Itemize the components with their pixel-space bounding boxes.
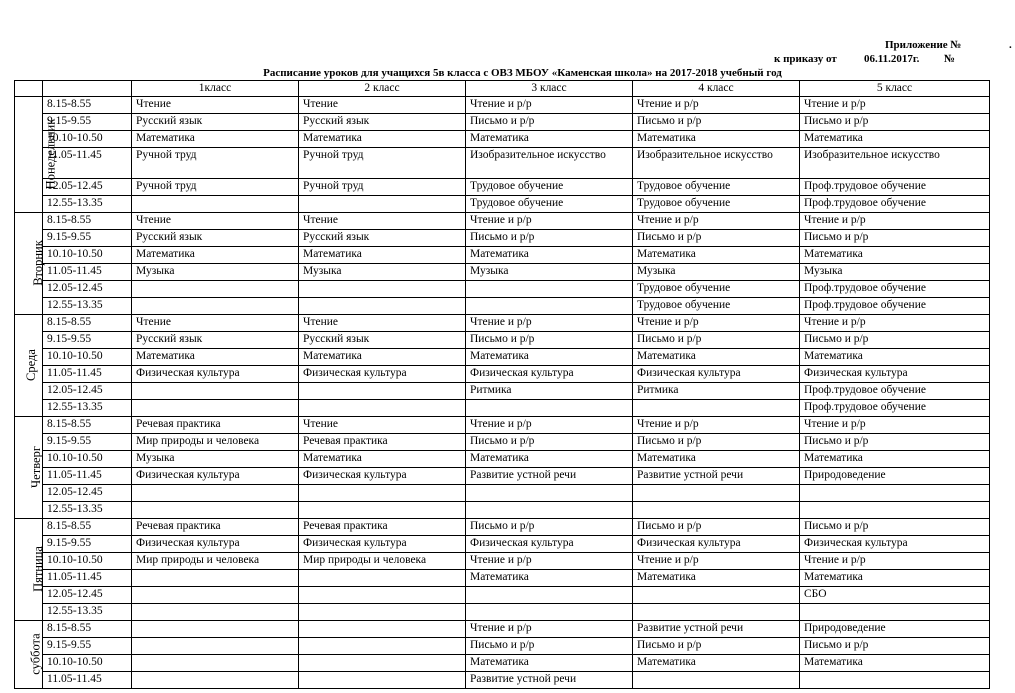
lesson-cell: Речевая практика bbox=[132, 519, 299, 536]
lesson-cell: Русский язык bbox=[132, 230, 299, 247]
order-date: 06.11.2017г. bbox=[864, 53, 920, 65]
time-cell: 11.05-11.45 bbox=[43, 366, 132, 383]
class-column-header: 5 класс bbox=[800, 81, 990, 97]
time-cell: 9.15-9.55 bbox=[43, 114, 132, 131]
lesson-cell: Математика bbox=[299, 247, 466, 264]
lesson-cell bbox=[132, 621, 299, 638]
lesson-cell bbox=[299, 604, 466, 621]
time-cell: 9.15-9.55 bbox=[43, 536, 132, 553]
lesson-cell: Математика bbox=[800, 655, 990, 672]
lesson-cell: Речевая практика bbox=[299, 519, 466, 536]
lesson-cell: Мир природы и человека bbox=[299, 553, 466, 570]
lesson-cell bbox=[466, 400, 633, 417]
time-cell: 11.05-11.45 bbox=[43, 468, 132, 485]
lesson-cell: Письмо и р/р bbox=[800, 230, 990, 247]
day-label: Среда bbox=[23, 349, 38, 381]
lesson-cell: Письмо и р/р bbox=[633, 638, 800, 655]
lesson-cell: Музыка bbox=[466, 264, 633, 281]
lesson-cell: Музыка bbox=[132, 264, 299, 281]
lesson-cell: Чтение и р/р bbox=[633, 315, 800, 332]
class-column-header: 2 класс bbox=[299, 81, 466, 97]
lesson-cell: Письмо и р/р bbox=[466, 332, 633, 349]
lesson-cell: Математика bbox=[633, 247, 800, 264]
lesson-cell: Проф.трудовое обучение bbox=[800, 383, 990, 400]
lesson-cell: Проф.трудовое обучение bbox=[800, 196, 990, 213]
lesson-cell bbox=[800, 502, 990, 519]
lesson-cell bbox=[132, 570, 299, 587]
lesson-cell bbox=[299, 655, 466, 672]
time-cell: 11.05-11.45 bbox=[43, 264, 132, 281]
lesson-cell: Математика bbox=[132, 349, 299, 366]
table-row bbox=[15, 230, 990, 247]
table-row bbox=[15, 553, 990, 570]
lesson-cell: Мир природы и человека bbox=[132, 553, 299, 570]
lesson-cell: Чтение и р/р bbox=[466, 97, 633, 114]
time-cell: 12.05-12.45 bbox=[43, 485, 132, 502]
lesson-cell bbox=[800, 672, 990, 689]
lesson-cell: Математика bbox=[466, 655, 633, 672]
lesson-cell: Письмо и р/р bbox=[633, 434, 800, 451]
lesson-cell bbox=[466, 281, 633, 298]
lesson-cell: Природоведение bbox=[800, 468, 990, 485]
lesson-cell: Чтение bbox=[132, 315, 299, 332]
lesson-cell: СБО bbox=[800, 587, 990, 604]
lesson-cell: Речевая практика bbox=[299, 434, 466, 451]
time-cell: 9.15-9.55 bbox=[43, 332, 132, 349]
lesson-cell: Физическая культура bbox=[299, 468, 466, 485]
day-label: Понедельник bbox=[43, 118, 58, 190]
table-row bbox=[15, 570, 990, 587]
day-cell bbox=[15, 315, 43, 417]
day-cell bbox=[15, 417, 43, 519]
lesson-cell: Ручной труд bbox=[299, 148, 466, 179]
lesson-cell: Изобразительное искусство bbox=[633, 148, 800, 179]
time-cell: 9.15-9.55 bbox=[43, 434, 132, 451]
time-cell: 10.10-10.50 bbox=[43, 655, 132, 672]
appendix-label bbox=[885, 39, 1012, 52]
lesson-cell bbox=[132, 587, 299, 604]
header-row bbox=[15, 81, 990, 97]
lesson-cell: Музыка bbox=[132, 451, 299, 468]
table-row bbox=[15, 451, 990, 468]
table-row bbox=[15, 114, 990, 131]
time-cell: 8.15-8.55 bbox=[43, 621, 132, 638]
time-cell: 12.05-12.45 bbox=[43, 281, 132, 298]
lesson-cell: Письмо и р/р bbox=[466, 638, 633, 655]
lesson-cell: Письмо и р/р bbox=[466, 114, 633, 131]
order-prefix: к приказу от bbox=[774, 53, 837, 65]
lesson-cell: Ручной труд bbox=[299, 179, 466, 196]
lesson-cell: Математика bbox=[299, 451, 466, 468]
lesson-cell: Чтение и р/р bbox=[633, 213, 800, 230]
time-cell: 8.15-8.55 bbox=[43, 417, 132, 434]
lesson-cell bbox=[299, 672, 466, 689]
table-row bbox=[15, 131, 990, 148]
lesson-cell: Физическая культура bbox=[466, 536, 633, 553]
order-number: № bbox=[944, 53, 956, 65]
lesson-cell: Мир природы и человека bbox=[132, 434, 299, 451]
lesson-cell: Чтение bbox=[132, 213, 299, 230]
corner-cell bbox=[15, 81, 43, 97]
lesson-cell: Письмо и р/р bbox=[633, 519, 800, 536]
lesson-cell bbox=[299, 196, 466, 213]
lesson-cell: Ручной труд bbox=[132, 148, 299, 179]
lesson-cell: Математика bbox=[633, 349, 800, 366]
lesson-cell: Чтение и р/р bbox=[800, 553, 990, 570]
table-row bbox=[15, 468, 990, 485]
lesson-cell: Письмо и р/р bbox=[633, 332, 800, 349]
table-row bbox=[15, 604, 990, 621]
table-row bbox=[15, 672, 990, 689]
lesson-cell: Ручной труд bbox=[132, 179, 299, 196]
lesson-cell: Чтение bbox=[299, 213, 466, 230]
table-row bbox=[15, 536, 990, 553]
table-row bbox=[15, 298, 990, 315]
lesson-cell: Математика bbox=[800, 349, 990, 366]
lesson-cell: Русский язык bbox=[299, 114, 466, 131]
time-cell: 9.15-9.55 bbox=[43, 638, 132, 655]
day-label: Вторник bbox=[30, 240, 45, 286]
lesson-cell bbox=[299, 485, 466, 502]
schedule-table bbox=[14, 80, 990, 689]
lesson-cell: Математика bbox=[633, 131, 800, 148]
time-cell: 9.15-9.55 bbox=[43, 230, 132, 247]
lesson-cell bbox=[299, 281, 466, 298]
lesson-cell: Письмо и р/р bbox=[633, 230, 800, 247]
lesson-cell: Чтение bbox=[299, 97, 466, 114]
lesson-cell: Математика bbox=[466, 570, 633, 587]
lesson-cell bbox=[466, 485, 633, 502]
lesson-cell: Чтение и р/р bbox=[800, 97, 990, 114]
lesson-cell bbox=[132, 298, 299, 315]
day-cell bbox=[15, 621, 43, 689]
table-row bbox=[15, 213, 990, 230]
lesson-cell: Ритмика bbox=[633, 383, 800, 400]
time-cell: 11.05-11.45 bbox=[43, 672, 132, 689]
appendix-text: Приложение № bbox=[885, 39, 962, 51]
lesson-cell: Математика bbox=[132, 131, 299, 148]
table-row bbox=[15, 417, 990, 434]
lesson-cell bbox=[132, 655, 299, 672]
lesson-cell: Чтение и р/р bbox=[633, 553, 800, 570]
table-row bbox=[15, 638, 990, 655]
lesson-cell: Музыка bbox=[299, 264, 466, 281]
table-row bbox=[15, 179, 990, 196]
time-cell: 11.05-11.45 bbox=[43, 570, 132, 587]
table-row bbox=[15, 383, 990, 400]
lesson-cell: Трудовое обучение bbox=[466, 196, 633, 213]
table-row bbox=[15, 655, 990, 672]
lesson-cell: Математика bbox=[132, 247, 299, 264]
table-row bbox=[15, 196, 990, 213]
lesson-cell: Чтение и р/р bbox=[466, 315, 633, 332]
table-row bbox=[15, 485, 990, 502]
table-row bbox=[15, 366, 990, 383]
lesson-cell: Письмо и р/р bbox=[466, 230, 633, 247]
lesson-cell bbox=[299, 502, 466, 519]
lesson-cell: Письмо и р/р bbox=[800, 332, 990, 349]
lesson-cell: Чтение и р/р bbox=[466, 621, 633, 638]
lesson-cell: Чтение и р/р bbox=[633, 417, 800, 434]
lesson-cell bbox=[132, 672, 299, 689]
lesson-cell: Чтение и р/р bbox=[800, 315, 990, 332]
lesson-cell: Проф.трудовое обучение bbox=[800, 298, 990, 315]
lesson-cell: Математика bbox=[800, 247, 990, 264]
time-cell: 12.05-12.45 bbox=[43, 383, 132, 400]
document-title: Расписание уроков для учащихся 5в класса с ОВЗ МБОУ «Каменская школа» на 2017-2018 учебный год bbox=[263, 67, 782, 79]
lesson-cell bbox=[800, 604, 990, 621]
lesson-cell: Физическая культура bbox=[633, 536, 800, 553]
lesson-cell: Физическая культура bbox=[800, 366, 990, 383]
lesson-cell: Письмо и р/р bbox=[633, 114, 800, 131]
lesson-cell: Математика bbox=[299, 349, 466, 366]
time-cell: 10.10-10.50 bbox=[43, 451, 132, 468]
day-cell bbox=[15, 97, 58, 213]
lesson-cell: Чтение bbox=[299, 315, 466, 332]
lesson-cell: Ритмика bbox=[466, 383, 633, 400]
lesson-cell: Проф.трудовое обучение bbox=[800, 281, 990, 298]
lesson-cell: Чтение и р/р bbox=[633, 97, 800, 114]
time-cell: 10.10-10.50 bbox=[43, 131, 132, 148]
time-cell: 12.55-13.35 bbox=[43, 502, 132, 519]
table-row bbox=[15, 148, 990, 179]
lesson-cell: Чтение и р/р bbox=[466, 213, 633, 230]
lesson-cell: Проф.трудовое обучение bbox=[800, 179, 990, 196]
lesson-cell bbox=[633, 604, 800, 621]
table-row bbox=[15, 621, 990, 638]
lesson-cell: Физическая культура bbox=[132, 468, 299, 485]
lesson-cell: Музыка bbox=[800, 264, 990, 281]
lesson-cell bbox=[132, 638, 299, 655]
time-cell: 12.55-13.35 bbox=[43, 196, 132, 213]
table-row bbox=[15, 434, 990, 451]
lesson-cell: Речевая практика bbox=[132, 417, 299, 434]
lesson-cell: Письмо и р/р bbox=[800, 638, 990, 655]
lesson-cell: Развитие устной речи bbox=[466, 468, 633, 485]
lesson-cell: Развитие устной речи bbox=[466, 672, 633, 689]
lesson-cell: Развитие устной речи bbox=[633, 468, 800, 485]
lesson-cell: Физическая культура bbox=[299, 536, 466, 553]
lesson-cell: Чтение bbox=[299, 417, 466, 434]
table-row bbox=[15, 502, 990, 519]
lesson-cell: Математика bbox=[633, 570, 800, 587]
table-row bbox=[15, 587, 990, 604]
lesson-cell: Физическая культура bbox=[132, 366, 299, 383]
lesson-cell: Физическая культура bbox=[633, 366, 800, 383]
day-label: Четверг bbox=[28, 446, 43, 488]
lesson-cell bbox=[633, 502, 800, 519]
lesson-cell: Математика bbox=[633, 451, 800, 468]
lesson-cell: Математика bbox=[466, 451, 633, 468]
lesson-cell bbox=[132, 400, 299, 417]
lesson-cell bbox=[132, 196, 299, 213]
lesson-cell: Трудовое обучение bbox=[633, 196, 800, 213]
table-row bbox=[15, 315, 990, 332]
time-cell: 8.15-8.55 bbox=[43, 315, 132, 332]
lesson-cell bbox=[800, 485, 990, 502]
lesson-cell: Русский язык bbox=[132, 332, 299, 349]
lesson-cell bbox=[132, 502, 299, 519]
class-column-header: 3 класс bbox=[466, 81, 633, 97]
lesson-cell: Развитие устной речи bbox=[633, 621, 800, 638]
table-row bbox=[15, 519, 990, 536]
lesson-cell bbox=[633, 485, 800, 502]
time-header-cell bbox=[43, 81, 132, 97]
lesson-cell: Математика bbox=[466, 349, 633, 366]
lesson-cell bbox=[633, 672, 800, 689]
lesson-cell bbox=[299, 570, 466, 587]
lesson-cell: Русский язык bbox=[132, 114, 299, 131]
time-cell: 11.05-11.45 bbox=[43, 148, 132, 179]
day-cell bbox=[15, 519, 43, 621]
table-row bbox=[15, 97, 990, 114]
time-cell: 10.10-10.50 bbox=[43, 349, 132, 366]
time-cell: 8.15-8.55 bbox=[43, 519, 132, 536]
day-label: суббота bbox=[28, 633, 43, 675]
lesson-cell: Изобразительное искусство bbox=[466, 148, 633, 179]
lesson-cell: Проф.трудовое обучение bbox=[800, 400, 990, 417]
lesson-cell: Трудовое обучение bbox=[633, 298, 800, 315]
lesson-cell bbox=[132, 383, 299, 400]
lesson-cell: Изобразительное искусство bbox=[800, 148, 990, 179]
table-row bbox=[15, 281, 990, 298]
lesson-cell: Физическая культура bbox=[299, 366, 466, 383]
lesson-cell bbox=[299, 621, 466, 638]
lesson-cell bbox=[132, 485, 299, 502]
day-label: Пятница bbox=[30, 546, 45, 592]
lesson-cell bbox=[466, 587, 633, 604]
lesson-cell: Математика bbox=[466, 131, 633, 148]
lesson-cell: Трудовое обучение bbox=[633, 281, 800, 298]
lesson-cell bbox=[299, 298, 466, 315]
lesson-cell bbox=[466, 298, 633, 315]
appendix-dot: . bbox=[1009, 39, 1012, 51]
class-column-header: 1класс bbox=[132, 81, 299, 97]
class-column-header: 4 класс bbox=[633, 81, 800, 97]
lesson-cell: Чтение и р/р bbox=[800, 213, 990, 230]
time-cell: 12.05-12.45 bbox=[43, 587, 132, 604]
time-cell: 12.55-13.35 bbox=[43, 400, 132, 417]
table-row bbox=[15, 264, 990, 281]
lesson-cell: Математика bbox=[800, 451, 990, 468]
lesson-cell: Письмо и р/р bbox=[466, 519, 633, 536]
lesson-cell: Чтение и р/р bbox=[466, 417, 633, 434]
lesson-cell bbox=[299, 638, 466, 655]
time-cell: 8.15-8.55 bbox=[43, 97, 132, 114]
lesson-cell bbox=[633, 400, 800, 417]
lesson-cell bbox=[299, 400, 466, 417]
time-cell: 12.55-13.35 bbox=[43, 298, 132, 315]
lesson-cell: Письмо и р/р bbox=[800, 114, 990, 131]
day-cell bbox=[15, 213, 43, 315]
lesson-cell: Чтение bbox=[132, 97, 299, 114]
time-cell: 12.55-13.35 bbox=[43, 604, 132, 621]
lesson-cell: Русский язык bbox=[299, 230, 466, 247]
lesson-cell: Письмо и р/р bbox=[466, 434, 633, 451]
time-cell: 10.10-10.50 bbox=[43, 247, 132, 264]
table-row bbox=[15, 400, 990, 417]
table-row bbox=[15, 332, 990, 349]
lesson-cell bbox=[299, 587, 466, 604]
table-row bbox=[15, 349, 990, 366]
lesson-cell bbox=[466, 604, 633, 621]
lesson-cell: Математика bbox=[299, 131, 466, 148]
lesson-cell: Чтение и р/р bbox=[466, 553, 633, 570]
lesson-cell bbox=[633, 587, 800, 604]
time-cell: 12.05-12.45 bbox=[43, 179, 132, 196]
lesson-cell: Математика bbox=[633, 655, 800, 672]
lesson-cell: Письмо и р/р bbox=[800, 434, 990, 451]
lesson-cell bbox=[132, 281, 299, 298]
lesson-cell bbox=[132, 604, 299, 621]
lesson-cell: Математика bbox=[800, 570, 990, 587]
time-cell: 10.10-10.50 bbox=[43, 553, 132, 570]
lesson-cell bbox=[299, 383, 466, 400]
table-row bbox=[15, 247, 990, 264]
lesson-cell bbox=[466, 502, 633, 519]
lesson-cell: Физическая культура bbox=[132, 536, 299, 553]
time-cell: 8.15-8.55 bbox=[43, 213, 132, 230]
lesson-cell: Природоведение bbox=[800, 621, 990, 638]
lesson-cell: Физическая культура bbox=[800, 536, 990, 553]
lesson-cell: Русский язык bbox=[299, 332, 466, 349]
lesson-cell: Письмо и р/р bbox=[800, 519, 990, 536]
lesson-cell: Трудовое обучение bbox=[633, 179, 800, 196]
lesson-cell: Математика bbox=[466, 247, 633, 264]
lesson-cell: Математика bbox=[800, 131, 990, 148]
lesson-cell: Чтение и р/р bbox=[800, 417, 990, 434]
lesson-cell: Трудовое обучение bbox=[466, 179, 633, 196]
lesson-cell: Музыка bbox=[633, 264, 800, 281]
lesson-cell: Физическая культура bbox=[466, 366, 633, 383]
